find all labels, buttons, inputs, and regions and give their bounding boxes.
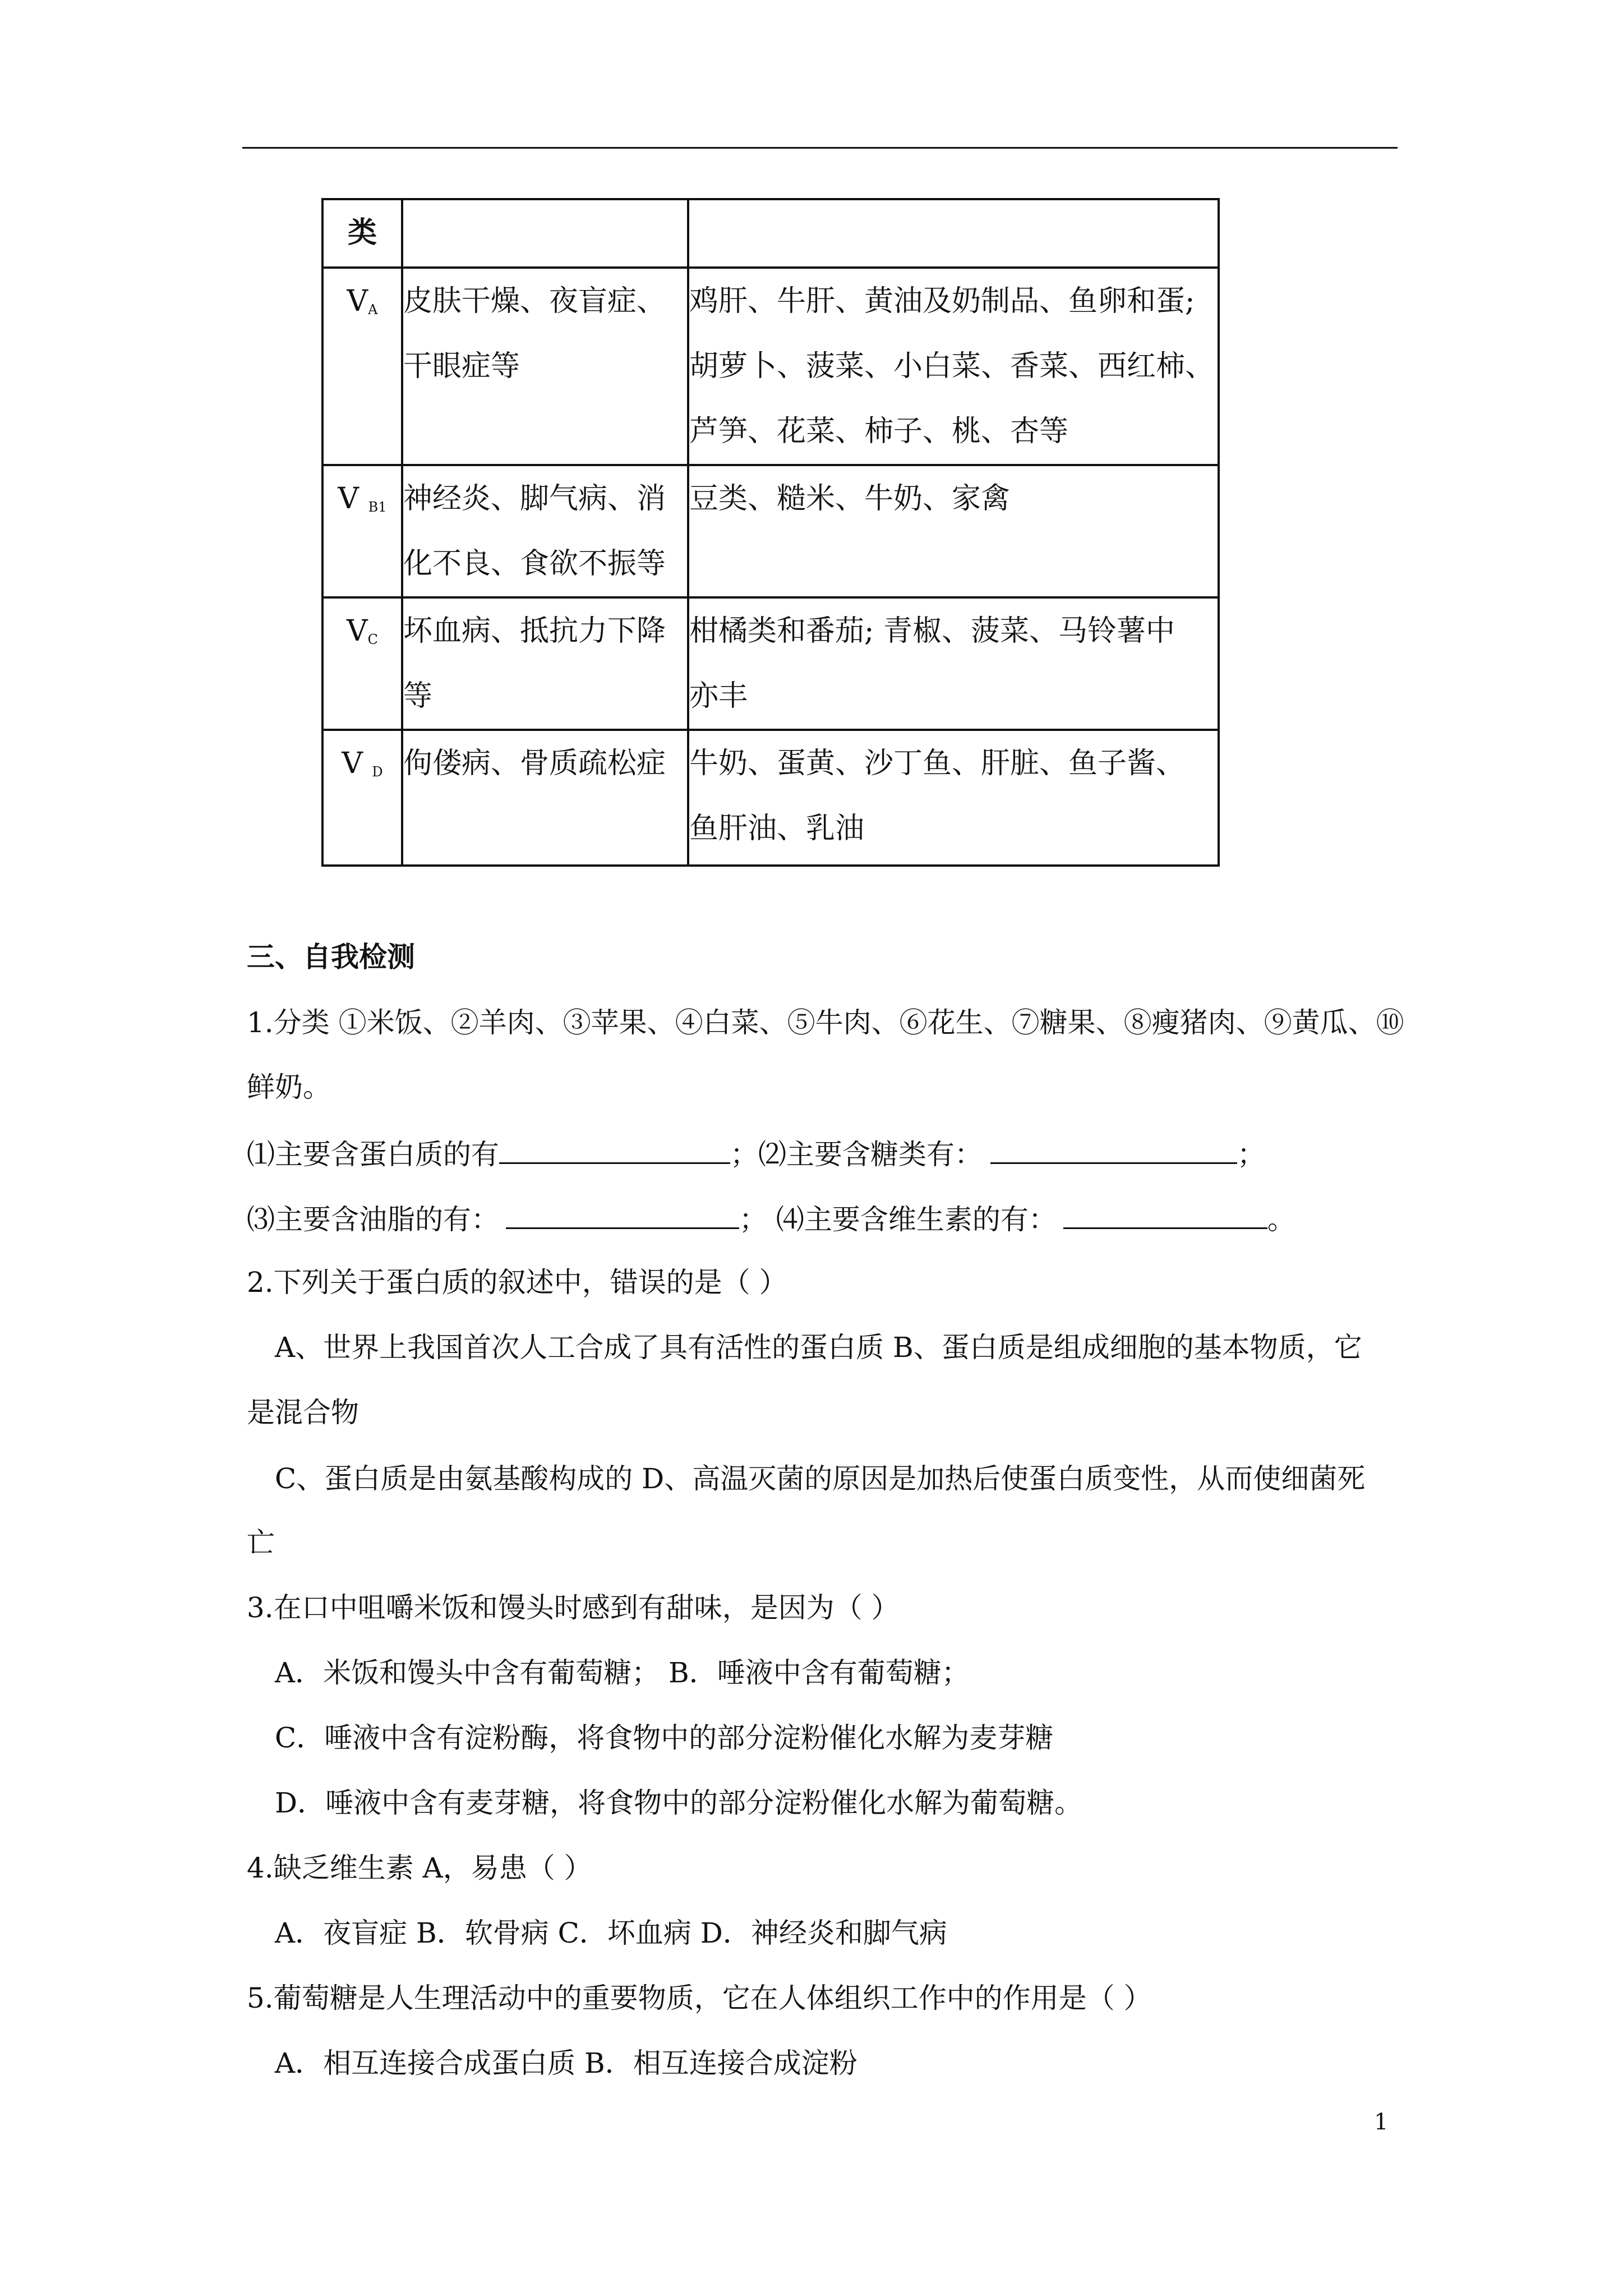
q2-options-ab-cont: 是混合物 — [247, 1396, 359, 1429]
q1-blanks-row1 — [247, 1135, 1265, 1171]
answer-blank[interactable] — [990, 1135, 1237, 1164]
answer-blank[interactable] — [499, 1135, 730, 1164]
vitamin-name: $V_C$ — [322, 597, 402, 730]
q3-option-c: C．唾液中含有淀粉酶，将食物中的部分淀粉催化水解为麦芽糖 — [275, 1722, 1054, 1754]
table-row — [322, 597, 1219, 730]
q1-part-d: ； ⑷主要含维生素的有： — [739, 1203, 1057, 1236]
q3-option-d: D．唾液中含有麦芽糖，将食物中的部分淀粉催化水解为葡萄糖。 — [275, 1787, 1083, 1819]
q2-options-ab: A、世界上我国首次人工合成了具有活性的蛋白质 B、蛋白质是组成细胞的基本物质，它 — [275, 1331, 1362, 1364]
vitamin-name: V $_{B1}$ — [322, 465, 402, 597]
table-row — [322, 730, 1219, 866]
q1-part-b: ；⑵主要含糖类有： — [730, 1138, 983, 1171]
section-title: 三、自我检测 — [247, 940, 415, 973]
answer-blank[interactable] — [506, 1200, 739, 1229]
sources-cell: 鸡肝、牛肝、黄油及奶制品、鱼卵和蛋; 胡萝卜、菠菜、小白菜、香菜、西红柿、 芦笋、花菜、柿子、桃、杏等 — [688, 268, 1219, 465]
q2-options-cd: C、蛋白质是由氨基酸构成的 D、高温灭菌的原因是加热后使蛋白质变性，从而使细菌死 — [275, 1462, 1366, 1495]
page-number: 1 — [1374, 2109, 1389, 2135]
q4-stem: 4.缺乏维生素 A，易患（ ） — [247, 1852, 592, 1884]
answer-blank[interactable] — [1063, 1200, 1267, 1229]
q1-line2: 鲜奶。 — [247, 1071, 331, 1103]
table-header-cell — [402, 199, 688, 268]
sources-cell: 豆类、糙米、牛奶、家禽 — [688, 465, 1219, 597]
q1-part-b-end: ； — [1237, 1138, 1265, 1171]
q4-options: A．夜盲症 B．软骨病 C．坏血病 D．神经炎和脚气病 — [275, 1917, 947, 1949]
symptoms-cell: 神经炎、脚气病、消 化不良、食欲不振等 — [402, 465, 688, 597]
symptoms-cell: 皮肤干燥、夜盲症、 干眼症等 — [402, 268, 688, 465]
q5-options: A．相互连接合成蛋白质 B．相互连接合成淀粉 — [275, 2047, 857, 2079]
table-header-cell: 类 — [322, 199, 402, 268]
table-header-cell — [688, 199, 1219, 268]
sources-cell: 柑橘类和番茄; 青椒、菠菜、马铃薯中 亦丰 — [688, 597, 1219, 730]
table-row — [322, 465, 1219, 597]
table-row — [322, 199, 1219, 268]
q3-stem: 3.在口中咀嚼米饭和馒头时感到有甜味，是因为（ ） — [247, 1591, 900, 1624]
vitamin-name: $V_A$ — [322, 268, 402, 465]
q1-part-a: ⑴主要含蛋白质的有 — [247, 1138, 499, 1171]
header-rule — [242, 147, 1398, 149]
q3-options-ab: A．米饭和馒头中含有葡萄糖； B．唾液中含有葡萄糖； — [275, 1657, 970, 1689]
symptoms-cell: 佝偻病、骨质疏松症 — [402, 730, 688, 866]
sources-cell: 牛奶、蛋黄、沙丁鱼、肝脏、鱼子酱、 鱼肝油、乳油 — [688, 730, 1219, 866]
symptoms-cell: 坏血病、抵抗力下降 等 — [402, 597, 688, 730]
q5-stem: 5.葡萄糖是人生理活动中的重要物质，它在人体组织工作中的作用是（ ） — [247, 1982, 1152, 2014]
q1-blanks-row2 — [247, 1200, 1295, 1236]
q1-part-d-end: 。 — [1267, 1203, 1295, 1236]
table-row — [322, 268, 1219, 465]
vitamin-table — [321, 198, 1220, 867]
q1-line1: 1.分类 ①米饭、②羊肉、③苹果、④白菜、⑤牛肉、⑥花生、⑦糖果、⑧瘦猪肉、⑨黄瓜、⑩ — [247, 1006, 1404, 1039]
q1-part-c: ⑶主要含油脂的有： — [247, 1203, 499, 1236]
q2-stem: 2.下列关于蛋白质的叙述中，错误的是（ ） — [247, 1266, 787, 1299]
q2-options-cd-cont: 亡 — [247, 1526, 275, 1559]
vitamin-name: V $_D$ — [322, 730, 402, 866]
